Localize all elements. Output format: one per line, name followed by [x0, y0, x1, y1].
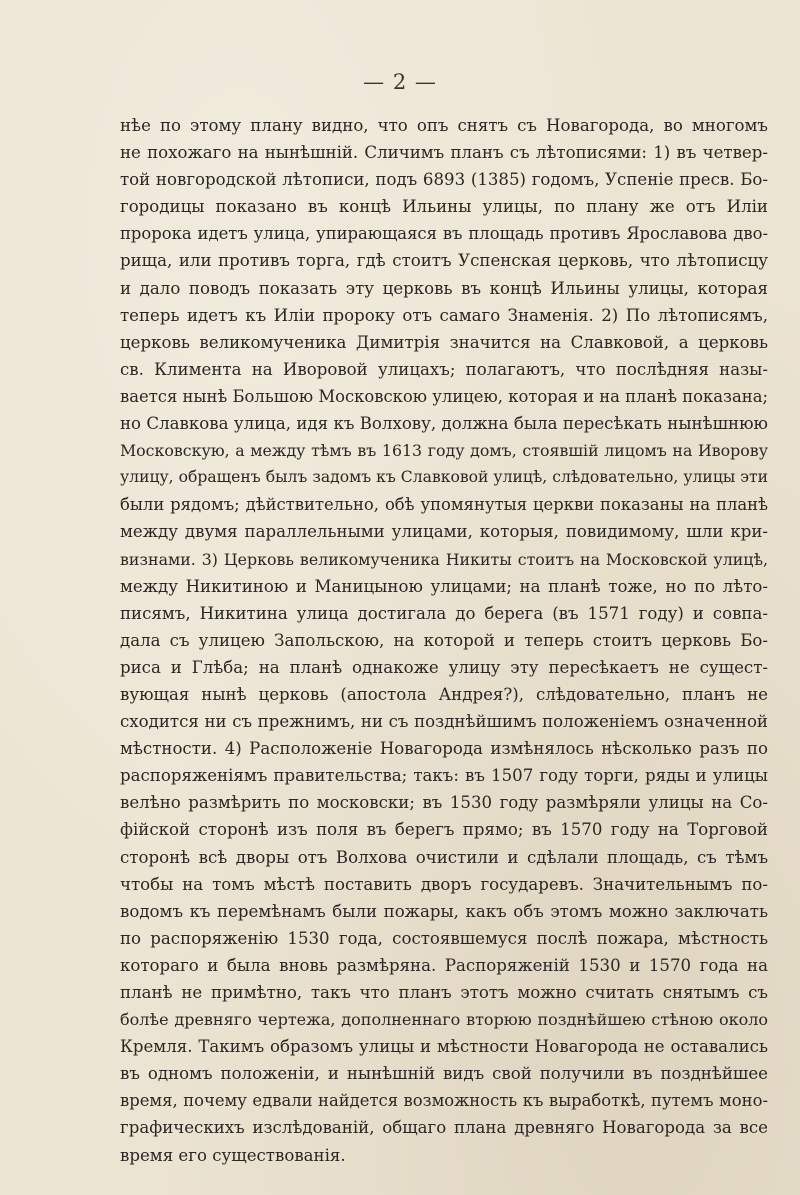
- text-line: нѣе по этому плану видно, что опъ снятъ съ Новагорода, во многомъ: [120, 116, 768, 135]
- text-line: риса и Глѣба; на планѣ однакоже улицу эту пересѣкаетъ не сущест-: [120, 657, 768, 677]
- text-line: Московскую, а между тѣмъ въ 1613 году домъ, стоявшій лицомъ на Иворову: [120, 441, 768, 461]
- text-line: водомъ къ перемѣнамъ были пожары, какъ объ этомъ можно заключать: [120, 901, 768, 921]
- text-line: вующая нынѣ церковь (апостола Андрея?), слѣдовательно, планъ не: [120, 684, 768, 704]
- text-line: дала съ улицею Запольскою, на которой и теперь стоитъ церковь Бо-: [120, 630, 768, 650]
- text-line: теперь идетъ къ Иліи пророку отъ самаго Знаменія. 2) По лѣтописямъ,: [120, 305, 768, 325]
- text-line: въ одномъ положеніи, и нынѣшній видъ свой получили въ позднѣйшее: [120, 1064, 768, 1084]
- text-line: церковь великомученика Димитрія значится на Славковой, а церковь: [120, 332, 768, 352]
- text-line: между Никитиною и Маницыною улицами; на планѣ тоже, но по лѣто-: [120, 576, 768, 596]
- text-line: св. Климента на Иворовой улицахъ; полагаютъ, что послѣдняя назы-: [120, 359, 768, 379]
- text-line: но Славкова улица, идя къ Волхову, должна была пересѣкать нынѣшнюю: [120, 414, 768, 434]
- text-line: городицы показано въ концѣ Ильины улицы, по плану же отъ Иліи: [120, 197, 768, 217]
- text-line: улицу, обращенъ былъ задомъ къ Славковой улицѣ, слѣдовательно, улицы эти: [120, 468, 768, 487]
- text-line: между двумя параллельными улицами, которыя, повидимому, шли кри-: [120, 522, 768, 542]
- text-line: Кремля. Такимъ образомъ улицы и мѣстности Новагорода не оставались: [120, 1037, 768, 1057]
- body-text: [120, 112, 768, 1169]
- text-line: время, почему едвали найдется возможность къ выработкѣ, путемъ моно-: [120, 1091, 768, 1111]
- text-line: визнами. 3) Церковь великомученика Никиты стоитъ на Московской улицѣ,: [120, 549, 768, 569]
- text-line: писямъ, Никитина улица достигала до берега (въ 1571 году) и совпа-: [120, 603, 768, 623]
- text-line: рища, или противъ торга, гдѣ стоитъ Успенская церковь, что лѣтописцу: [120, 251, 768, 271]
- text-line: и дало поводъ показать эту церковь въ концѣ Ильины улицы, которая: [120, 278, 768, 298]
- text-line: велѣно размѣрить по московски; въ 1530 году размѣряли улицы на Со-: [120, 793, 768, 813]
- text-line: сторонѣ всѣ дворы отъ Волхова очистили и сдѣлали площадь, съ тѣмъ: [120, 847, 768, 867]
- text-line: болѣе древняго чертежа, дополненнаго вторюю позднѣйшею стѣною около: [120, 1010, 768, 1030]
- text-line: графическихъ изслѣдованій, общаго плана древняго Новагорода за все: [120, 1118, 768, 1138]
- text-line: планѣ не примѣтно, такъ что планъ этотъ можно считать снятымъ съ: [120, 983, 768, 1002]
- text-line: по распоряженію 1530 года, состоявшемуся послѣ пожара, мѣстность: [120, 928, 768, 948]
- text-line: время его существованія.: [120, 1145, 346, 1165]
- text-line: вается нынѣ Большою Московскою улицею, которая и на планѣ показана;: [120, 386, 768, 406]
- text-line: чтобы на томъ мѣстѣ поставить дворъ государевъ. Значительнымъ по-: [120, 874, 768, 894]
- page-number: — 2 —: [363, 70, 437, 94]
- text-line: были рядомъ; дѣйствительно, обѣ упомянутыя церкви показаны на планѣ: [120, 495, 768, 515]
- text-line: фійской сторонѣ изъ поля въ берегъ прямо; въ 1570 году на Торговой: [120, 820, 768, 840]
- text-line: котораго и была вновь размѣряна. Распоряженій 1530 и 1570 года на: [120, 955, 768, 975]
- text-line: пророка идетъ улица, упирающаяся въ площадь противъ Ярославова дво-: [120, 224, 768, 244]
- text-line: не похожаго на нынѣшній. Сличимъ планъ съ лѣтописями: 1) въ четвер-: [120, 143, 768, 163]
- text-line: мѣстности. 4) Расположеніе Новагорода измѣнялось нѣсколько разъ по: [120, 739, 768, 759]
- text-line: распоряженіямъ правительства; такъ: въ 1507 году торги, ряды и улицы: [120, 766, 768, 786]
- text-line: сходится ни съ прежнимъ, ни съ позднѣйшимъ положеніемъ означенной: [120, 712, 768, 732]
- text-line: той новгородской лѣтописи, подъ 6893 (1385) годомъ, Успеніе пресв. Бо-: [120, 170, 768, 190]
